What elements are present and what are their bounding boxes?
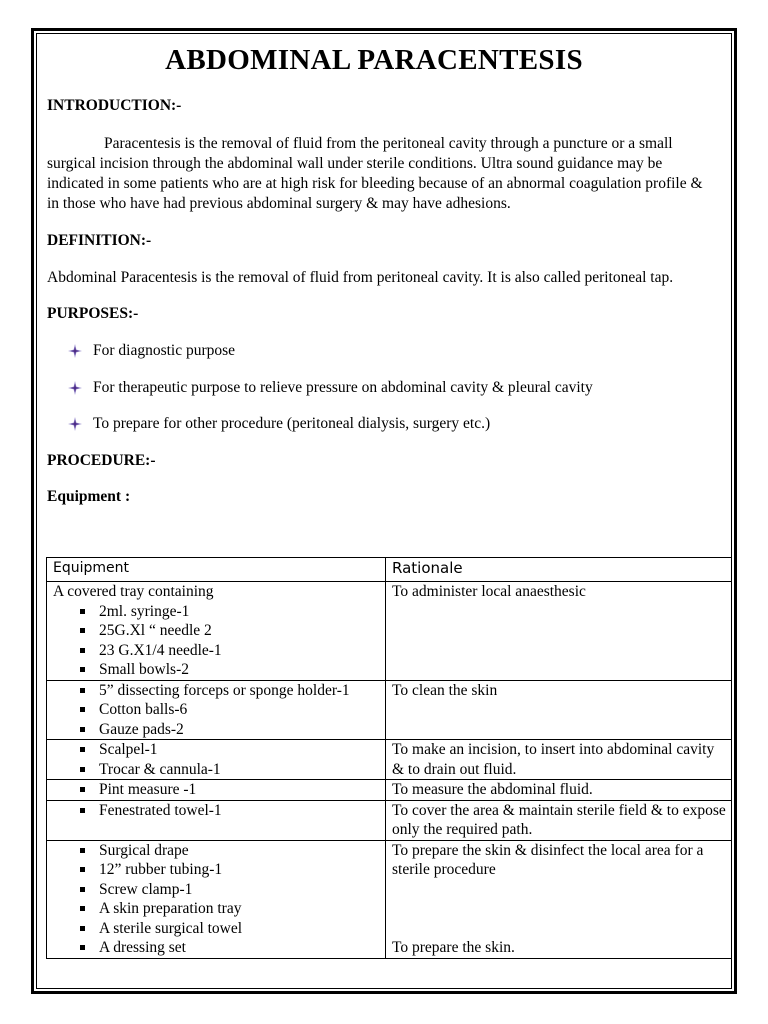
introduction-text: Paracentesis is the removal of fluid from the peritoneal cavity through a puncture or a small surgical incision through the abdominal wall under sterile conditions. Ultra sound guidance may be indicated in some patients who are at high risk for bleeding because of an abnormal coagulation profile & in those who have had previous abdominal surgery & may have adhesions.	[47, 135, 703, 212]
definition-heading: DEFINITION:-	[47, 232, 152, 249]
equipment-item: Surgical drape	[53, 841, 381, 861]
table-row	[47, 582, 732, 681]
square-bullet-icon	[80, 628, 85, 633]
equipment-item: Scalpel-1	[53, 740, 381, 760]
table-row	[47, 680, 732, 740]
table-row	[47, 740, 732, 780]
equipment-cell	[47, 740, 386, 780]
equipment-list	[53, 801, 381, 821]
square-bullet-icon	[80, 808, 85, 813]
table-row	[47, 780, 732, 801]
purpose-item	[47, 414, 731, 434]
square-bullet-icon	[80, 945, 85, 950]
purpose-item	[47, 378, 731, 398]
rationale-cell	[386, 680, 732, 740]
square-bullet-icon	[80, 867, 85, 872]
square-bullet-icon	[80, 926, 85, 931]
table-row	[47, 800, 732, 840]
square-bullet-icon	[80, 648, 85, 653]
square-bullet-icon	[80, 688, 85, 693]
rationale-text: To clean the skin	[392, 681, 498, 699]
square-bullet-icon	[80, 747, 85, 752]
document-body	[47, 42, 731, 507]
equipment-item: 23 G.X1/4 needle-1	[53, 641, 381, 661]
introduction-heading: INTRODUCTION:-	[47, 97, 182, 114]
equipment-list	[53, 740, 381, 779]
equipment-item: Trocar & cannula-1	[53, 760, 381, 780]
equipment-item: A sterile surgical towel	[53, 919, 381, 939]
definition-text: Abdominal Paracentesis is the removal of fluid from peritoneal cavity. It is also called peritoneal tap.	[47, 269, 674, 286]
purple-star-bullet-icon	[68, 417, 82, 431]
procedure-heading: PROCEDURE:-	[47, 451, 156, 469]
equipment-cell	[47, 582, 386, 681]
equipment-column-header: Equipment	[47, 558, 386, 582]
purpose-item	[47, 341, 731, 361]
equipment-item: Small bowls-2	[53, 660, 381, 680]
equipment-cell	[47, 800, 386, 840]
equipment-table	[46, 557, 732, 959]
purple-star-bullet-icon	[68, 344, 82, 358]
square-bullet-icon	[80, 887, 85, 892]
rationale-cell	[386, 740, 732, 780]
purpose-text: For therapeutic purpose to relieve pressure on abdominal cavity & pleural cavity	[93, 378, 593, 396]
purposes-list	[47, 341, 731, 434]
equipment-item: Screw clamp-1	[53, 880, 381, 900]
equipment-item: A dressing set	[53, 938, 381, 958]
rationale-cell	[386, 840, 732, 958]
purposes-heading: PURPOSES:-	[47, 305, 139, 322]
rationale-text-secondary: To prepare the skin.	[392, 938, 515, 956]
equipment-item: Cotton balls-6	[53, 700, 381, 720]
equipment-list	[53, 681, 381, 740]
purple-star-bullet-icon	[68, 381, 82, 395]
equipment-list	[53, 841, 381, 958]
equipment-intro: A covered tray containing	[53, 583, 214, 600]
square-bullet-icon	[80, 767, 85, 772]
equipment-item: Gauze pads-2	[53, 720, 381, 740]
equipment-cell	[47, 780, 386, 801]
rationale-text: To make an incision, to insert into abdominal cavity & to drain out fluid.	[392, 741, 715, 778]
equipment-item: 5” dissecting forceps or sponge holder-1	[53, 681, 381, 701]
square-bullet-icon	[80, 848, 85, 853]
rationale-text: To cover the area & maintain sterile field & to expose only the required path.	[392, 801, 726, 838]
purpose-text: To prepare for other procedure (peritoneal dialysis, surgery etc.)	[93, 415, 491, 432]
square-bullet-icon	[80, 707, 85, 712]
rationale-cell	[386, 582, 732, 681]
equipment-item: 2ml. syringe-1	[53, 602, 381, 622]
table-header-row	[47, 558, 732, 582]
equipment-item: Pint measure -1	[53, 780, 381, 800]
equipment-item: Fenestrated towel-1	[53, 801, 381, 821]
equipment-item: 25G.Xl “ needle 2	[53, 621, 381, 641]
square-bullet-icon	[80, 609, 85, 614]
table-row	[47, 840, 732, 958]
rationale-cell	[386, 780, 732, 801]
square-bullet-icon	[80, 727, 85, 732]
equipment-heading: Equipment :	[47, 487, 131, 505]
rationale-cell	[386, 800, 732, 840]
rationale-column-header: Rationale	[386, 558, 732, 582]
document-title: ABDOMINAL PARACENTESIS	[165, 44, 583, 76]
purpose-text: For diagnostic purpose	[93, 342, 236, 359]
equipment-item: 12” rubber tubing-1	[53, 860, 381, 880]
equipment-cell	[47, 840, 386, 958]
square-bullet-icon	[80, 787, 85, 792]
rationale-text: To prepare the skin & disinfect the local area for a sterile procedure	[392, 841, 704, 878]
rationale-text: To measure the abdominal fluid.	[392, 781, 593, 798]
square-bullet-icon	[80, 667, 85, 672]
equipment-list	[53, 602, 381, 680]
equipment-cell	[47, 680, 386, 740]
equipment-list	[53, 780, 381, 800]
square-bullet-icon	[80, 906, 85, 911]
equipment-item: A skin preparation tray	[53, 899, 381, 919]
rationale-text: To administer local anaesthesic	[392, 583, 586, 600]
